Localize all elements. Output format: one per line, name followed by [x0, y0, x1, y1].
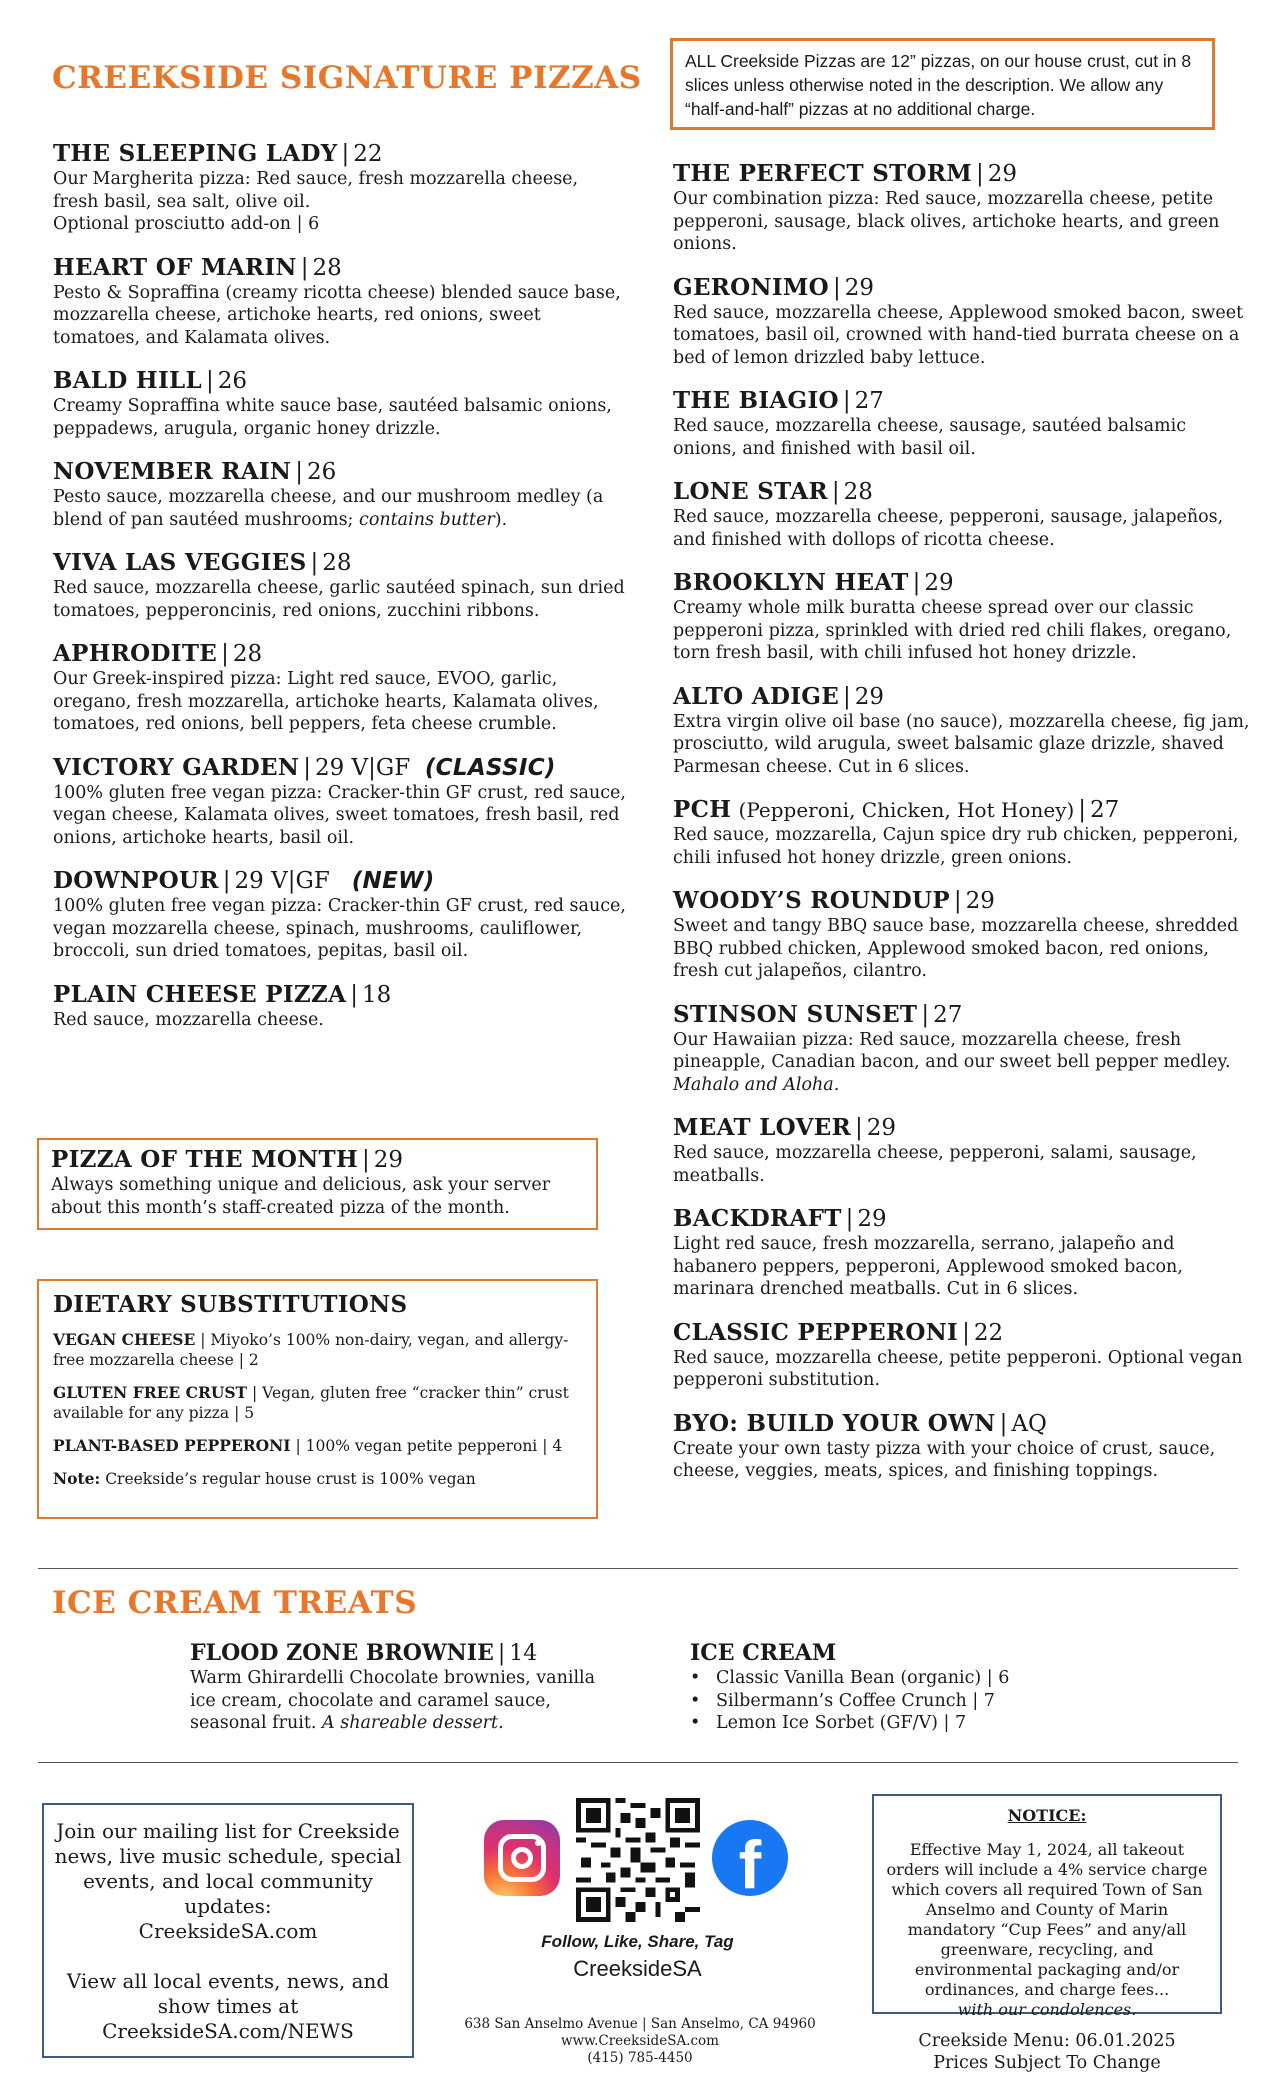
- item-name: STINSON SUNSET: [673, 1000, 918, 1028]
- ice-cream-title: ICE CREAM TREATS: [52, 1585, 418, 1621]
- item-price: 29: [373, 1147, 404, 1173]
- website-link[interactable]: CreeksideSA.com: [138, 1919, 318, 1943]
- item-addon: Optional prosciutto add-on | 6: [53, 214, 320, 234]
- item-price: AQ: [1011, 1410, 1047, 1437]
- news-text: View all local events, news, and show times at: [66, 1969, 390, 2018]
- mailing-list-text: Join our mailing list for Creekside news, live music schedule, special events, and local community updates:: [54, 1819, 402, 1918]
- item-price: 29: [854, 683, 885, 710]
- menu-item: GERONIMO | 29 Red sauce, mozzarella cheese, Applewood smoked bacon, sweet tomatoes, basil oil, crowned with hand-tied burrata cheese on a bed of lemon drizzled baby lettuce.: [673, 274, 1251, 370]
- list-item: • Silbermann’s Coffee Crunch | 7: [690, 1690, 1130, 1713]
- item-price: 29: [234, 868, 264, 894]
- social-follow: [500, 1932, 775, 1982]
- notice-box: [872, 1794, 1222, 2019]
- notice-text: Effective May 1, 2024, all takeout orders will include a 4% service charge which covers all required Town of San Anselmo and County of Marin mandatory “Cup Fees” and any/all greenware, recycling, and environmental packaging and/or ordinances, and charge fees...: [886, 1840, 1208, 1999]
- item-name: THE PERFECT STORM: [673, 160, 973, 187]
- item-description: Create your own tasty pizza with your choice of crust, sauce, cheese, veggies, meats, spices, and finishing toppings.: [673, 1438, 1216, 1481]
- dietary-substitutions-box: [37, 1279, 598, 1519]
- left-pizza-column: [53, 140, 628, 1049]
- notice-title: NOTICE:: [1007, 1806, 1087, 1825]
- classic-badge: (CLASSIC): [424, 754, 556, 781]
- item-name: MEAT LOVER: [673, 1114, 851, 1141]
- list-item: • Lemon Ice Sorbet (GF/V) | 7: [690, 1712, 1130, 1735]
- street-address: 638 San Anselmo Avenue | San Anselmo, CA 94960: [464, 2016, 816, 2032]
- item-price: 28: [312, 254, 342, 281]
- price-disclaimer: Prices Subject To Change: [933, 2053, 1161, 2073]
- item-name: APHRODITE: [53, 640, 218, 667]
- divider: [38, 1762, 1238, 1763]
- item-description: Our combination pizza: Red sauce, mozzarella cheese, petite pepperoni, sausage, black olives, artichoke hearts, and green onions.: [673, 189, 1220, 254]
- diet-tag: V|GF: [351, 754, 411, 781]
- item-price: 26: [217, 368, 247, 394]
- item-price: 29: [987, 161, 1018, 187]
- item-description: Always something unique and delicious, ask your server about this month’s staff-created pizza of the month.: [51, 1175, 551, 1218]
- item-description: Red sauce, mozzarella cheese, pepperoni, sausage, jalapeños, and finished with dollops of ricotta cheese.: [673, 507, 1224, 550]
- item-price: 29: [844, 274, 875, 301]
- menu-item: BALD HILL | 26 Creamy Sopraffina white sauce base, sautéed balsamic onions, peppadews, arugula, organic honey drizzle.: [53, 367, 628, 440]
- menu-item: NOVEMBER RAIN | 26 Pesto sauce, mozzarella cheese, and our mushroom medley (a blend of pan sautéed mushrooms; contains butter).: [53, 458, 628, 531]
- item-description: Light red sauce, fresh mozzarella, serrano, jalapeño and habanero peppers, pepperoni, Applewood smoked bacon, marinara drenched meatballs. Cut in 6 slices.: [673, 1234, 1183, 1299]
- menu-item: BACKDRAFT | 29 Light red sauce, fresh mozzarella, serrano, jalapeño and habanero peppers, pepperoni, Applewood smoked bacon, marinara drenched meatballs. Cut in 6 slices.: [673, 1205, 1251, 1301]
- item-name: BROOKLYN HEAT: [673, 569, 909, 596]
- item-price: 27: [1090, 797, 1120, 823]
- menu-item: VICTORY GARDEN | 29 V|GF (CLASSIC) 100% gluten free vegan pizza: Cracker-thin GF crust, red sauce, vegan cheese, Kalamata olives, sweet tomatoes, fresh basil, red onions, artichoke hearts, basil oil.: [53, 754, 628, 850]
- item-name: THE SLEEPING LADY: [53, 140, 338, 167]
- item-name: BALD HILL: [53, 367, 202, 394]
- menu-item: BROOKLYN HEAT | 29 Creamy whole milk buratta cheese spread over our classic pepperoni pizza, sprinkled with dried red chili flakes, oregano, torn fresh basil, with chili infused hot honey drizzle.: [673, 569, 1251, 665]
- new-badge: (NEW): [351, 868, 435, 894]
- menu-item: STINSON SUNSET | 27 Our Hawaiian pizza: Red sauce, mozzarella cheese, fresh pineapple, Canadian bacon, and our sweet bell pepper medley. Mahalo and Aloha.: [673, 1001, 1251, 1097]
- ice-cream-list: [690, 1667, 1130, 1735]
- item-description: Red sauce, mozzarella cheese, garlic sautéed spinach, sun dried tomatoes, pepperoncinis, red onions, zucchini ribbons.: [53, 578, 625, 621]
- item-price: 29: [866, 1115, 897, 1141]
- menu-item: WOODY’S ROUNDUP | 29 Sweet and tangy BBQ sauce base, mozzarella cheese, shredded BBQ rubbed chicken, Applewood smoked bacon, red onions, fresh cut jalapeños, cilantro.: [673, 887, 1251, 983]
- item-description: Red sauce, mozzarella cheese, Applewood smoked bacon, sweet tomatoes, basil oil, crowned with hand-tied burrata cheese on a bed of lemon drizzled baby lettuce.: [673, 302, 1244, 368]
- menu-item: THE SLEEPING LADY | 22 Our Margherita pizza: Red sauce, fresh mozzarella cheese, fresh basil, sea salt, olive oil. Optional prosciutto add-on | 6: [53, 140, 628, 236]
- menu-item: BYO: BUILD YOUR OWN | AQ Create your own tasty pizza with your choice of crust, sauce, cheese, veggies, meats, spices, and finishing toppings.: [673, 1410, 1251, 1483]
- pizzas-title: CREEKSIDE SIGNATURE PIZZAS: [52, 60, 642, 96]
- item-price: 22: [973, 1319, 1004, 1346]
- qr-code[interactable]: [576, 1798, 700, 1922]
- item-description: Warm Ghirardelli Chocolate brownies, vanilla ice cream, chocolate and caramel sauce, seasonal fruit. A shareable dessert.: [190, 1668, 596, 1733]
- item-description: Our Margherita pizza: Red sauce, fresh mozzarella cheese, fresh basil, sea salt, olive oil.: [53, 169, 579, 212]
- item-price: 28: [232, 641, 263, 667]
- item-price: 27: [854, 388, 884, 414]
- item-description: Pesto sauce, mozzarella cheese, and our mushroom medley (a blend of pan sautéed mushrooms; contains butter).: [53, 487, 604, 530]
- item-description: Pesto & Sopraffina (creamy ricotta cheese) blended sauce base, mozzarella cheese, artichoke hearts, red onions, sweet tomatoes, and Kalamata olives.: [53, 282, 621, 348]
- instagram-icon[interactable]: [484, 1820, 560, 1896]
- item-name: DOWNPOUR: [53, 867, 219, 894]
- dietary-note: Note: Creekside’s regular house crust is 100% vegan: [53, 1469, 476, 1488]
- list-item: • Classic Vanilla Bean (organic) | 6: [690, 1667, 1130, 1690]
- item-description: Red sauce, mozzarella cheese.: [53, 1009, 324, 1030]
- item-price: 28: [322, 550, 352, 576]
- dietary-row: GLUTEN FREE CRUST | Vegan, gluten free “cracker thin” crust available for any pizza | 5: [53, 1383, 569, 1422]
- item-description: Our Hawaiian pizza: Red sauce, mozzarella cheese, fresh pineapple, Canadian bacon, and our sweet bell pepper medley. Mahalo and Aloha.: [673, 1029, 1231, 1095]
- item-name: CLASSIC PEPPERONI: [673, 1318, 959, 1346]
- item-name: PCH: [673, 796, 732, 823]
- item-description: Our Greek-inspired pizza: Light red sauce, EVOO, garlic, oregano, fresh mozzarella, artichoke hearts, Kalamata olives, tomatoes, red onions, bell peppers, feta cheese crumble.: [53, 669, 599, 734]
- facebook-icon[interactable]: f: [712, 1820, 788, 1896]
- item-description: Creamy Sopraffina white sauce base, sautéed balsamic onions, peppadews, arugula, organic honey drizzle.: [53, 396, 612, 439]
- menu-date: Creekside Menu: 06.01.2025: [918, 2031, 1176, 2051]
- item-description: 100% gluten free vegan pizza: Cracker-thin GF crust, red sauce, vegan mozzarella cheese, spinach, mushrooms, cauliflower, broccoli, sun dried tomatoes, pepitas, basil oil.: [53, 896, 626, 961]
- item-price: 27: [933, 1001, 963, 1028]
- menu-item: THE PERFECT STORM | 29 Our combination pizza: Red sauce, mozzarella cheese, petite pepperoni, sausage, black olives, artichoke hearts, and green onions.: [673, 160, 1251, 256]
- dietary-row: PLANT-BASED PEPPERONI | 100% vegan petite pepperoni | 4: [53, 1436, 563, 1455]
- item-name: ALTO ADIGE: [673, 682, 840, 710]
- menu-item: LONE STAR | 28 Red sauce, mozzarella cheese, pepperoni, sausage, jalapeños, and finished with dollops of ricotta cheese.: [673, 478, 1251, 551]
- item-name: HEART OF MARIN: [53, 253, 297, 281]
- item-description: Creamy whole milk buratta cheese spread over our classic pepperoni pizza, sprinkled with dried red chili flakes, oregano, torn fresh basil, with chili infused hot honey drizzle.: [673, 598, 1232, 663]
- menu-item: MEAT LOVER | 29 Red sauce, mozzarella cheese, pepperoni, salami, sausage, meatballs.: [673, 1114, 1251, 1187]
- item-name: GERONIMO: [673, 273, 829, 301]
- item-name: THE BIAGIO: [673, 387, 839, 414]
- brownie-item: FLOOD ZONE BROWNIE | 14 Warm Ghirardelli Chocolate brownies, vanilla ice cream, chocolate and caramel sauce, seasonal fruit. A shareable dessert.: [190, 1640, 610, 1735]
- item-description: Sweet and tangy BBQ sauce base, mozzarella cheese, shredded BBQ rubbed chicken, Applewood smoked bacon, red onions, fresh cut jalapeños, cilantro.: [673, 916, 1239, 981]
- item-name: NOVEMBER RAIN: [53, 458, 292, 485]
- item-price: 22: [353, 141, 383, 167]
- item-name: FLOOD ZONE BROWNIE: [190, 1640, 494, 1666]
- menu-item: DOWNPOUR | 29 V|GF (NEW) 100% gluten free vegan pizza: Cracker-thin GF crust, red sauce, vegan mozzarella cheese, spinach, mushrooms, cauliflower, broccoli, sun dried tomatoes, pepitas, basil oil.: [53, 867, 628, 963]
- item-name: ICE CREAM: [690, 1640, 837, 1666]
- menu-item: PLAIN CHEESE PIZZA | 18 Red sauce, mozzarella cheese.: [53, 981, 628, 1032]
- item-name: BACKDRAFT: [673, 1205, 842, 1232]
- mailing-list-box: [42, 1803, 414, 2058]
- item-name: WOODY’S ROUNDUP: [673, 887, 950, 914]
- menu-item: VIVA LAS VEGGIES | 28 Red sauce, mozzarella cheese, garlic sautéed spinach, sun dried tomatoes, pepperoncinis, red onions, zucchini ribbons.: [53, 549, 628, 622]
- menu-item: CLASSIC PEPPERONI | 22 Red sauce, mozzarella cheese, petite pepperoni. Optional vegan pepperoni substitution.: [673, 1319, 1251, 1392]
- item-name: VICTORY GARDEN: [53, 753, 300, 781]
- item-price: 18: [361, 981, 392, 1008]
- item-price: 29: [965, 888, 995, 914]
- follow-text: Follow, Like, Share, Tag: [541, 1932, 734, 1951]
- menu-item: HEART OF MARIN | 28 Pesto & Sopraffina (creamy ricotta cheese) blended sauce base, mozzarella cheese, artichoke hearts, red onions, sweet tomatoes, and Kalamata olives.: [53, 254, 628, 350]
- diet-tag: V|GF: [271, 868, 330, 894]
- item-price: 28: [843, 479, 873, 505]
- menu-item: THE BIAGIO | 27 Red sauce, mozzarella cheese, sausage, sautéed balsamic onions, and finished with basil oil.: [673, 387, 1251, 460]
- item-price: 29: [857, 1206, 887, 1232]
- menu-item: PCH (Pepperoni, Chicken, Hot Honey) | 27 Red sauce, mozzarella, Cajun spice dry rub chicken, pepperoni, chili infused hot honey drizzle, green onions.: [673, 796, 1251, 869]
- item-description: Red sauce, mozzarella, Cajun spice dry rub chicken, pepperoni, chili infused hot honey drizzle, green onions.: [673, 825, 1239, 868]
- item-description: Red sauce, mozzarella cheese, petite pepperoni. Optional vegan pepperoni substitution.: [673, 1347, 1243, 1390]
- ice-cream-item: [690, 1640, 1130, 1735]
- item-name: BYO: BUILD YOUR OWN: [673, 1409, 996, 1437]
- address-block: [430, 2016, 850, 2067]
- item-name: LONE STAR: [673, 478, 828, 505]
- website[interactable]: www.CreeksideSA.com: [561, 2033, 719, 2049]
- divider: [38, 1568, 1238, 1569]
- right-pizza-column: [673, 160, 1251, 1501]
- menu-item: ALTO ADIGE | 29 Extra virgin olive oil base (no sauce), mozzarella cheese, fig jam, prosciutto, wild arugula, sweet balsamic glaze drizzle, shaved Parmesan cheese. Cut in 6 slices.: [673, 682, 1250, 777]
- item-price: 29: [924, 570, 954, 596]
- item-description: 100% gluten free vegan pizza: Cracker-thin GF crust, red sauce, vegan cheese, Kalamata olives, sweet tomatoes, fresh basil, red onions, artichoke hearts, basil oil.: [53, 782, 626, 848]
- pizza-size-note: ALL Creekside Pizzas are 12” pizzas, on our house crust, cut in 8 slices unless otherwise noted in the description. We allow any “half-and-half” pizzas at no additional charge.: [670, 38, 1215, 130]
- dietary-row: VEGAN CHEESE | Miyoko’s 100% non-dairy, vegan, and allergy-free mozzarella cheese | 2: [53, 1330, 569, 1369]
- item-description: Red sauce, mozzarella cheese, pepperoni, salami, sausage, meatballs.: [673, 1143, 1197, 1186]
- phone[interactable]: (415) 785-4450: [587, 2050, 693, 2066]
- item-price: 14: [509, 1641, 538, 1666]
- notice-signoff: with our condolences.: [957, 2000, 1137, 2019]
- item-price: 26: [306, 459, 337, 485]
- item-price: 29: [314, 754, 345, 781]
- item-name: PIZZA OF THE MONTH: [51, 1146, 359, 1173]
- item-description: Red sauce, mozzarella cheese, sausage, sautéed balsamic onions, and finished with basil oil.: [673, 416, 1187, 459]
- social-handle[interactable]: CreeksideSA: [573, 1956, 702, 1981]
- pizza-of-the-month-box: PIZZA OF THE MONTH | 29 Always something unique and delicious, ask your server about this month’s staff-created pizza of the month.: [37, 1138, 598, 1230]
- news-link[interactable]: CreeksideSA.com/NEWS: [102, 2019, 354, 2043]
- item-name: VIVA LAS VEGGIES: [53, 549, 307, 576]
- menu-date-block: [872, 2030, 1222, 2074]
- menu-item: APHRODITE | 28 Our Greek-inspired pizza: Light red sauce, EVOO, garlic, oregano, fresh mozzarella, artichoke hearts, Kalamata olives, tomatoes, red onions, bell peppers, feta cheese crumble.: [53, 640, 628, 736]
- item-subtitle: (Pepperoni, Chicken, Hot Honey): [738, 798, 1075, 822]
- item-name: PLAIN CHEESE PIZZA: [53, 980, 347, 1008]
- dietary-title: DIETARY SUBSTITUTIONS: [53, 1291, 408, 1318]
- item-description: Extra virgin olive oil base (no sauce), mozzarella cheese, fig jam, prosciutto, wild arugula, sweet balsamic glaze drizzle, shaved Parmesan cheese. Cut in 6 slices.: [673, 711, 1250, 777]
